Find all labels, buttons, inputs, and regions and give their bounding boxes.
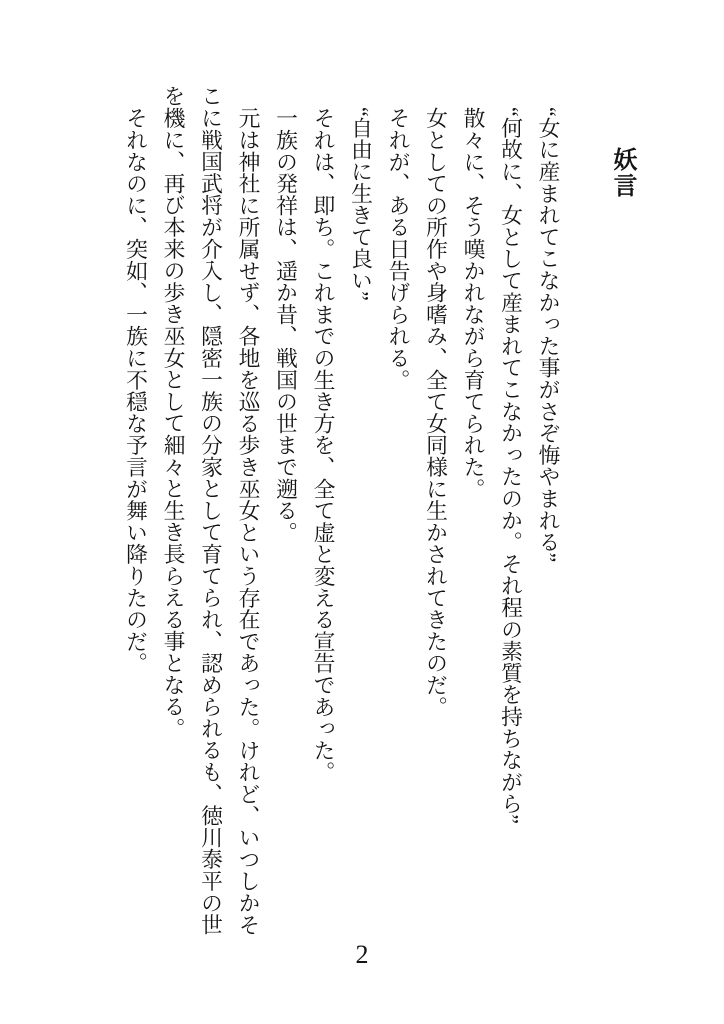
paragraph: それなのに、突如、一族に不穏な予言が舞い降りたのだ。: [123, 106, 148, 674]
paragraph: “女に産まれてこなかった事がさぞ悔やまれる”: [536, 106, 560, 563]
paragraph: 一族の発祥は、遥か昔、戦国の世まで遡る。: [273, 106, 298, 543]
paragraph: “自由に生きて良い”: [348, 106, 373, 301]
body-text: [116, 85, 566, 937]
paragraph: それは、即ち。これまでの生き方を、全て虚と変える宣告であった。: [311, 106, 335, 783]
vertical-text-area: [116, 85, 642, 937]
paragraph: 女としての所作や身嗜み、全て女同様に生かされてきたのだ。: [423, 106, 448, 718]
paragraph: 元は神社に所属せず、各地を巡る歩き巫女という存在であった。けれど、いつしかそこに戦国武将が介入し、隠密一族の分家として育てられ、認められるも、徳川泰平の世を機に、再び本来の歩き巫女として細々と生き長らえる事となる。: [161, 85, 260, 936]
paragraph: “何故に、女として産まれてこなかったのか。それ程の素質を持ちながら”: [498, 106, 523, 824]
page-title: 妖言: [609, 147, 635, 199]
paragraph: 散々に、そう嘆かれながら育てられた。: [461, 106, 485, 500]
page-number: 2: [355, 940, 369, 969]
paragraph: それが、ある日告げられる。: [386, 106, 410, 391]
